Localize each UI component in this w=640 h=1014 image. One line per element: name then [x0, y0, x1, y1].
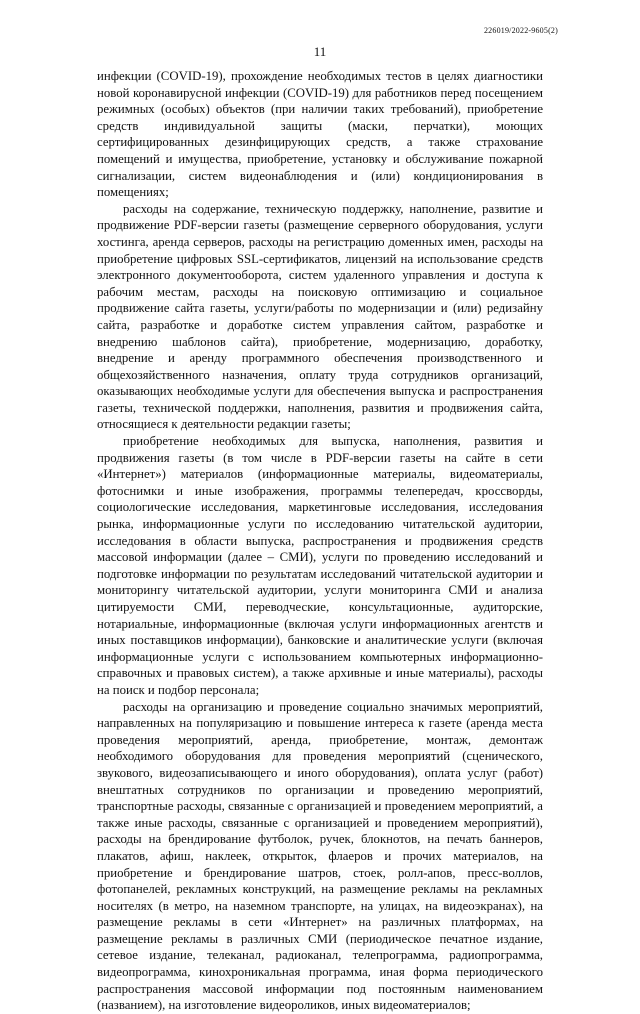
paragraph-2: расходы на содержание, техническую поддержку, наполнение, развитие и продвижение PDF-версии газеты (размещение серверного оборудования, услуги хостинга, аренда серверов, расходы на регистрацию доменных имен, расходы на приобретение цифровых SSL-сертификатов, лицензий на использование средств электронного документооборота, систем удаленного управления и доступа к рабочим местам, расходы на поисковую оптимизацию и социальное продвижение сайта газеты, услуги/работы по модернизации и (или) редизайну сайта, разработке и доработке систем управления сайтом, разработке и внедрению шаблонов сайта), приобретение, модернизацию, доработку, внедрение и аренду программного обеспечения производственного и общехозяйственного назначения, оплату труда сотрудников организаций, оказывающих необходимые услуги для обеспечения выпуска и распространения газеты, технической поддержки, наполнения, развития и продвижения сайта, относящиеся к деятельности редакции газеты; [97, 201, 543, 432]
paragraph-4: расходы на организацию и проведение социально значимых мероприятий, направленных на популяризацию и повышение интереса к газете (аренда места проведения мероприятий, аренда, приобретение, монтаж, демонтаж необходимого оборудования для проведения мероприятий (сценического, звукового, видеозаписывающего и иного оборудования), оплата услуг (работ) внештатных сотрудников по организации и проведению мероприятий, транспортные расходы, связанные с организацией и проведением мероприятий, а также иные расходы, связанные с организацией и проведением мероприятий), расходы на брендирование футболок, ручек, блокнотов, на печать баннеров, плакатов, афиш, наклеек, открыток, флаеров и прочих материалов, на приобретение и брендирование шатров, стоек, ролл-апов, пресс-воллов, фотопанелей, рекламных конструкций, на размещение рекламы на рекламных носителях (в метро, на наземном транспорте, на улицах, на видеоэкранах), на размещение рекламы в сети «Интернет» на различных платформах, на размещение рекламы в различных СМИ (периодическое печатное издание, сетевое издание, телеканал, радиоканал, телепрограмма, радиопрограмма, видеопрограмма, кинохроникальная программа, иная форма периодического распространения массовой информации под постоянным наименованием (названием), на изготовление видеороликов, иных видеоматериалов; [97, 699, 543, 1013]
document-number: 226019/2022-9605(2) [483, 26, 558, 35]
page-number: 11 [313, 44, 327, 59]
body-text [97, 68, 543, 1014]
paragraph-3: приобретение необходимых для выпуска, наполнения, развития и продвижения газеты (в том числе в PDF-версии газеты на сайте в сети «Интернет») материалов (информационные материалы, видеоматериалы, фотоснимки и иные изображения, программы телепередач, кроссворды, социологические исследования, маркетинговые исследования, исследования рынка, информационные услуги по исследованию читательской аудитории, исследования в области выпуска, распространения и продвижения средств массовой информации (далее – СМИ), услуги по проведению исследований и подготовке информации по результатам исследований читательской аудитории и мониторингу читательской аудитории, услуги мониторинга СМИ и анализа цитируемости СМИ, переводческие, консультационные, аудиторские, нотариальные, информационные (включая услуги информационных агентств и иных поставщиков информации), банковские и аналитические услуги (включая информационные услуги с использованием компьютерных информационно-справочных и правовых систем), а также архивные и иные материалы), расходы на поиск и подбор персонала; [97, 434, 543, 697]
paragraph-1: инфекции (COVID-19), прохождение необходимых тестов в целях диагностики новой коронавирусной инфекции (COVID-19) для работников перед посещением режимных (особых) объектов (при наличии таких требований), приобретение средств индивидуальной защиты (маски, перчатки), моющих сертифицированных дезинфицирующих средств, а также страхование помещений и имущества, приобретение, установку и обслуживание пожарной сигнализации, систем видеонаблюдения и (или) кондиционирования в помещениях; [97, 69, 543, 200]
